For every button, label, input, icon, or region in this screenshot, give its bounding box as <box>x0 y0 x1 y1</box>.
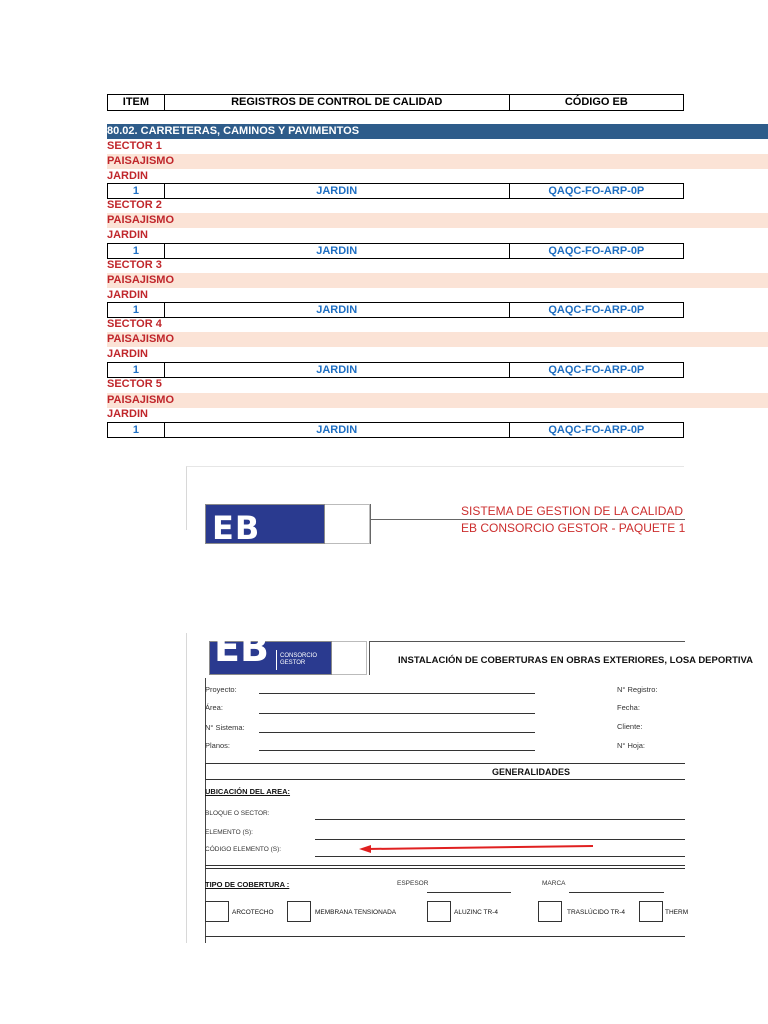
sector-row[interactable]: SECTOR 4 <box>107 318 162 330</box>
table-row[interactable] <box>107 243 684 259</box>
sector-row[interactable]: SECTOR 3 <box>107 259 162 271</box>
field-line <box>259 732 535 733</box>
red-arrow-icon <box>359 845 593 853</box>
subgroup-row[interactable]: JARDIN <box>107 289 148 301</box>
item-number[interactable]: 1 <box>108 184 165 198</box>
option-label: THERM <box>665 909 689 916</box>
field-line <box>315 856 685 857</box>
field-label-area: Área: <box>205 703 223 712</box>
section-divider <box>205 936 685 937</box>
subgroup-row[interactable]: JARDIN <box>107 408 148 420</box>
table-row[interactable] <box>107 362 684 378</box>
category-row[interactable]: 80.02. CARRETERAS, CAMINOS Y PAVIMENTOS <box>107 124 768 139</box>
registro-name[interactable]: JARDIN <box>165 184 510 198</box>
option-label: MEMBRANA TENSIONADA <box>315 909 397 916</box>
checkbox-therm[interactable] <box>639 901 663 922</box>
sector-row[interactable]: SECTOR 1 <box>107 140 162 152</box>
logo-side-box <box>332 641 367 675</box>
form-image-header[interactable] <box>186 466 686 547</box>
item-number[interactable]: 1 <box>108 244 165 258</box>
bloque-label: BLOQUE O SECTOR: <box>205 810 270 817</box>
group-row[interactable]: PAISAJISMO <box>107 213 768 228</box>
codigo-eb[interactable]: QAQC-FO-ARP-0P <box>548 424 645 436</box>
field-label-planos: Planos: <box>205 741 231 750</box>
option-label: ALUZINC TR-4 <box>454 909 498 916</box>
consortium-title: EB CONSORCIO GESTOR - PAQUETE 1 <box>461 521 686 535</box>
option-label: ARCOTECHO <box>232 909 274 916</box>
sector-row[interactable]: SECTOR 5 <box>107 378 162 390</box>
codigo-elemento-label: CÓDIGO ELEMENTO (S): <box>205 846 282 853</box>
field-line <box>427 892 511 893</box>
registro-name[interactable]: JARDIN <box>165 303 510 317</box>
header-item[interactable]: ITEM <box>108 95 165 110</box>
table-row[interactable] <box>107 422 684 438</box>
field-label-sistema: N° Sistema: <box>205 723 245 732</box>
codigo-eb[interactable]: QAQC-FO-ARP-0P <box>548 304 645 316</box>
field-line <box>315 819 685 820</box>
section-divider <box>205 865 685 866</box>
item-number[interactable]: 1 <box>108 363 165 377</box>
tipo-cobertura-label: TIPO DE COBERTURA : <box>205 880 290 889</box>
item-number[interactable]: 1 <box>108 423 165 437</box>
table-row[interactable] <box>107 183 684 199</box>
registro-name[interactable]: JARDIN <box>165 363 510 377</box>
field-line <box>259 713 535 714</box>
checkbox-aluzinc[interactable] <box>427 901 451 922</box>
header-registros[interactable]: REGISTROS DE CONTROL DE CALIDAD <box>165 95 510 110</box>
section-divider <box>205 868 685 869</box>
elemento-label: ELEMENTO (S): <box>205 829 253 836</box>
codigo-eb[interactable]: QAQC-FO-ARP-0P <box>548 245 645 257</box>
group-row[interactable]: PAISAJISMO <box>107 393 768 408</box>
divider <box>371 519 685 520</box>
subgroup-row[interactable]: JARDIN <box>107 170 148 182</box>
registro-name[interactable]: JARDIN <box>165 244 510 258</box>
group-row[interactable]: PAISAJISMO <box>107 332 768 347</box>
generalidades-header <box>205 763 685 780</box>
field-label-proyecto: Proyecto: <box>205 685 237 694</box>
group-row[interactable]: PAISAJISMO <box>107 273 768 288</box>
field-label-fecha: Fecha: <box>617 703 640 712</box>
field-label-registro: N° Registro: <box>617 685 658 694</box>
logo-side-box <box>325 504 370 544</box>
system-title-box <box>370 504 685 544</box>
eb-logo-text: EB <box>212 509 261 547</box>
header-codigo[interactable]: CÓDIGO EB <box>564 96 628 108</box>
field-line <box>315 839 685 840</box>
eb-logo <box>205 504 325 547</box>
item-number[interactable]: 1 <box>108 303 165 317</box>
field-label-cliente: Cliente: <box>617 722 643 731</box>
ubicacion-label: UBICACIÓN DEL AREA: <box>205 787 291 796</box>
checkbox-arcotecho[interactable] <box>205 901 229 922</box>
divider <box>276 650 277 670</box>
logo-subtitle: CONSORCIO GESTOR <box>280 653 318 666</box>
checkbox-traslucido[interactable] <box>538 901 562 922</box>
field-line <box>259 693 535 694</box>
subgroup-row[interactable]: JARDIN <box>107 348 148 360</box>
table-header <box>107 94 684 111</box>
form-title-box <box>369 641 754 675</box>
system-title: SISTEMA DE GESTION DE LA CALIDAD <box>461 504 684 518</box>
eb-logo <box>209 626 332 675</box>
field-line <box>259 750 535 751</box>
checkbox-membrana[interactable] <box>287 901 311 922</box>
codigo-eb[interactable]: QAQC-FO-ARP-0P <box>548 364 645 376</box>
table-row[interactable] <box>107 302 684 318</box>
form-image-body[interactable] <box>186 626 754 943</box>
field-line <box>569 892 664 893</box>
marca-label: MARCA <box>542 880 566 887</box>
espesor-label: ESPESOR <box>397 880 429 887</box>
eb-logo-text: EB <box>214 626 269 670</box>
field-label-hoja: N° Hoja: <box>617 741 646 750</box>
registro-name[interactable]: JARDIN <box>165 423 510 437</box>
group-row[interactable]: PAISAJISMO <box>107 154 768 169</box>
codigo-eb[interactable]: QAQC-FO-ARP-0P <box>548 185 645 197</box>
option-label: TRASLÚCIDO TR-4 <box>567 909 626 916</box>
sector-row[interactable]: SECTOR 2 <box>107 199 162 211</box>
generalidades-label: GENERALIDADES <box>492 767 571 777</box>
subgroup-row[interactable]: JARDIN <box>107 229 148 241</box>
form-title: INSTALACIÓN DE COBERTURAS EN OBRAS EXTERIORES, LOSA DEPORTIVA <box>398 655 754 666</box>
